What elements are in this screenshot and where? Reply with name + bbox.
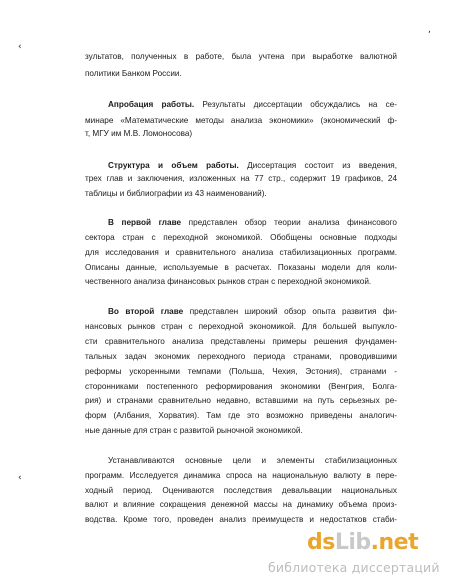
p4-line-5: реформы ускоренными темпами (Польша, Чехия, Эстония), странами -	[85, 367, 397, 376]
p2-line-1	[108, 161, 397, 171]
p4-line-7: рия) и странами сравнительно недавно, вставшими на путь серьезных ре-	[85, 396, 397, 405]
dslib-logo	[307, 530, 418, 556]
margin-mark-right-top: ,	[428, 25, 431, 35]
p1-line-1-rest: Результаты диссертации обсуждались на се-	[194, 100, 398, 109]
p1-heading: Апробация работы.	[108, 100, 195, 109]
p4-line-9: ные данные для стран с развитой рыночной экономикой.	[85, 426, 303, 435]
p4-line-2: нансовых рынков стран с переходной экономикой. Для большей выпукло-	[85, 322, 397, 331]
p5-line-5: водства. Кроме того, проведен анализ преимуществ и недостатков стаби-	[85, 515, 397, 524]
p1-line-3: т, МГУ им М.В. Ломоносова)	[85, 129, 193, 138]
dslib-watermark	[262, 528, 450, 580]
p4-heading: Во второй главе	[108, 307, 184, 316]
p4-line-8: форм (Албания, Хорватия). Там где это возможно приведены аналогич-	[85, 411, 397, 420]
p5-line-2: программ. Исследуется динамика спроса на национальную валюту в пере-	[85, 471, 397, 480]
dslib-logo-ds: ds	[307, 530, 335, 555]
dslib-logo-net: .net	[370, 530, 419, 555]
p3-heading: В первой главе	[108, 218, 182, 227]
p3-line-3: для исследования и сравнительного анализа стабилизационных программ.	[85, 248, 397, 257]
dslib-logo-lib: Lib	[334, 530, 371, 555]
p3-line-1	[108, 218, 397, 228]
margin-mark-left-top: ‹	[18, 42, 22, 52]
p4-line-3: сти сравнительного анализа представлены примеры решения фундамен-	[85, 337, 397, 346]
p5-line-3: ходный период. Оцениваются последствия девальвации национальных	[85, 486, 397, 495]
p0-line-2: политики Банком России.	[85, 69, 182, 78]
p2-heading: Структура и объем работы.	[108, 161, 239, 170]
p5-line-4: валют и влияние сокращения денежной массы на динамику объема произ-	[85, 500, 397, 509]
dslib-subtitle: библиотека диссертаций	[268, 560, 440, 575]
p3-line-2: сектора стран с переходной экономикой. Обобщены основные подходы	[85, 233, 397, 242]
margin-mark-left-bottom: ‹	[18, 473, 22, 483]
p3-line-1-rest: представлен обзор теории анализа финансового	[181, 218, 397, 227]
p0-line-1: зультатов, полученных в работе, была учтена при выработке валютной	[85, 52, 397, 61]
p2-line-1-rest: Диссертация состоит из введения,	[238, 161, 397, 170]
p1-line-2: минаре «Математические методы анализа экономики» (экономический ф-	[85, 116, 397, 125]
p1-line-1	[108, 100, 397, 110]
p3-line-5: чественного анализа финансовых рынков стран с переходной экономикой.	[85, 277, 372, 286]
p3-line-4: Описаны данные, используемые в расчетах. Показаны модели для коли-	[85, 263, 397, 272]
p5-line-1: Устанавливаются основные цели и элементы стабилизационных	[108, 456, 397, 465]
p4-line-4: тальных задач экономик переходного периода странами, проводившими	[85, 352, 397, 361]
p2-line-3: таблицы и библиографии из 43 наименований).	[85, 189, 267, 198]
p4-line-1-rest: представлен широкий обзор опыта развития фи-	[183, 307, 397, 316]
p2-line-2: трех глав и заключения, изложенных на 77 стр., содержит 19 графиков, 24	[85, 174, 397, 183]
p4-line-6: сторонниками постепенного реформирования экономики (Венгрия, Болга-	[85, 382, 397, 391]
p4-line-1	[108, 307, 397, 317]
